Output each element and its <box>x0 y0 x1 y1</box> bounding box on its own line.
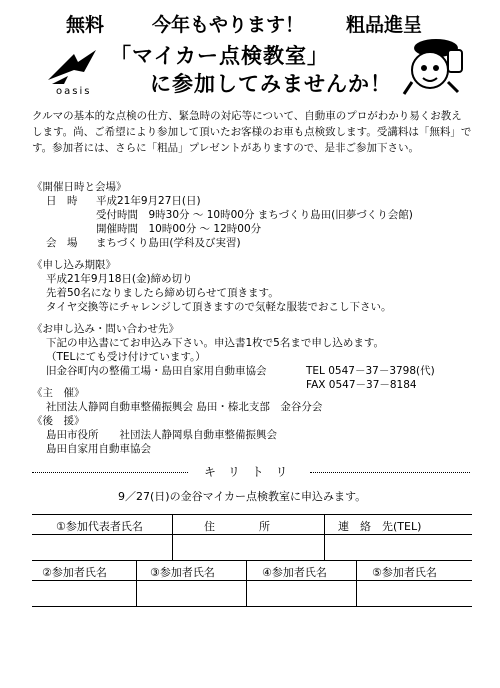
contact-tel: TEL 0547－37－3798(代) <box>306 365 435 377</box>
date-value: 平成21年9月27日(日) <box>96 195 201 207</box>
form-caption: 9／27(日)の金谷マイカー点検教室に申込みます。 <box>118 490 367 503</box>
contact-fax: FAX 0547－37－8184 <box>306 379 417 391</box>
deadline-heading: 《申し込み期限》 <box>32 259 116 271</box>
cutline-left <box>32 472 188 473</box>
p3-header: ③参加者氏名 <box>150 566 215 579</box>
session-time: 開催時間 10時00分 ～ 12時00分 <box>96 223 262 235</box>
p5-field[interactable] <box>357 581 471 605</box>
again-label: 今年もやります！ <box>152 14 305 36</box>
contact-heading: 《お申し込み・問い合わせ先》 <box>32 323 179 335</box>
cutline-right <box>310 472 470 473</box>
venue-value: まちづくり島田(学科及び実習) <box>96 237 241 249</box>
p4-field[interactable] <box>247 581 355 605</box>
deadline-line3: タイヤ交換等にチャレンジして頂きますので気軽な服装でおこし下さい。 <box>46 301 392 313</box>
contact-line2: （TELにても受け付けています。） <box>46 351 206 363</box>
address-field[interactable] <box>173 535 323 559</box>
title-line2: に参加してみませんか！ <box>150 72 392 96</box>
venue-label: 会 場 <box>46 237 78 249</box>
free-label: 無料 <box>66 14 105 36</box>
rep-name-field[interactable] <box>33 535 171 559</box>
form-bottom-line <box>32 606 472 607</box>
organizer-line1: 社団法人静岡自動車整備振興会 島田・榛北支部 金谷分会 <box>46 401 323 413</box>
title-line1: 「マイカー点検教室」 <box>110 44 329 68</box>
address-header: 住 所 <box>204 520 270 533</box>
support-line1: 島田市役所 社団法人静岡県自動車整備振興会 <box>46 429 277 441</box>
contact-header: 連 絡 先(TEL) <box>338 520 422 533</box>
schedule-heading: 《開催日時と会場》 <box>32 181 127 193</box>
organizer-heading: 《主 催》 <box>32 387 85 399</box>
rep-name-header: ①参加代表者氏名 <box>56 520 143 533</box>
form-top-line <box>32 514 472 515</box>
p2-header: ②参加者氏名 <box>42 566 107 579</box>
deadline-line2: 先着50名になりましたら締め切らせて頂きます。 <box>46 287 279 299</box>
support-line2: 島田自家用自動車協会 <box>46 443 151 455</box>
p3-field[interactable] <box>137 581 245 605</box>
support-heading: 《後 援》 <box>32 415 85 427</box>
deadline-line1: 平成21年9月18日(金)締め切り <box>46 273 193 285</box>
p5-header: ⑤参加者氏名 <box>372 566 437 579</box>
date-label: 日 時 <box>46 195 78 207</box>
contact-line3: 旧金谷町内の整備工場・島田自家用自動車協会 <box>46 365 267 377</box>
oasis-logo <box>44 40 104 102</box>
p2-field[interactable] <box>33 581 135 605</box>
reception-time: 受付時間 9時30分 ～ 10時00分 まちづくり島田(旧夢づくり会館) <box>96 209 413 221</box>
header-bar <box>0 6 500 38</box>
contact-line1: 下記の申込書にてお申込み下さい。申込書1枚で5名まで申し込めます。 <box>46 337 385 349</box>
intro-text: クルマの基本的な点検の仕方、緊急時の対応等について、自動車のプロがわかり易くお教えします。尚、ご希望により参加して頂いたお客様のお車も点検致します。受講料は「無料」です。参加者には、さらに「粗品」プレゼントがありますので、是非ご参加下さい。 <box>32 110 472 154</box>
contact-field[interactable] <box>325 535 471 559</box>
mascot-image <box>396 36 466 98</box>
gift-label: 粗品進呈 <box>346 14 423 36</box>
logo-text: oasis <box>56 86 92 97</box>
p4-header: ④参加者氏名 <box>262 566 327 579</box>
mascot-icon <box>396 36 466 98</box>
form-row1-bottom <box>32 560 472 561</box>
cutline-label: キ リ ト リ <box>204 465 292 479</box>
